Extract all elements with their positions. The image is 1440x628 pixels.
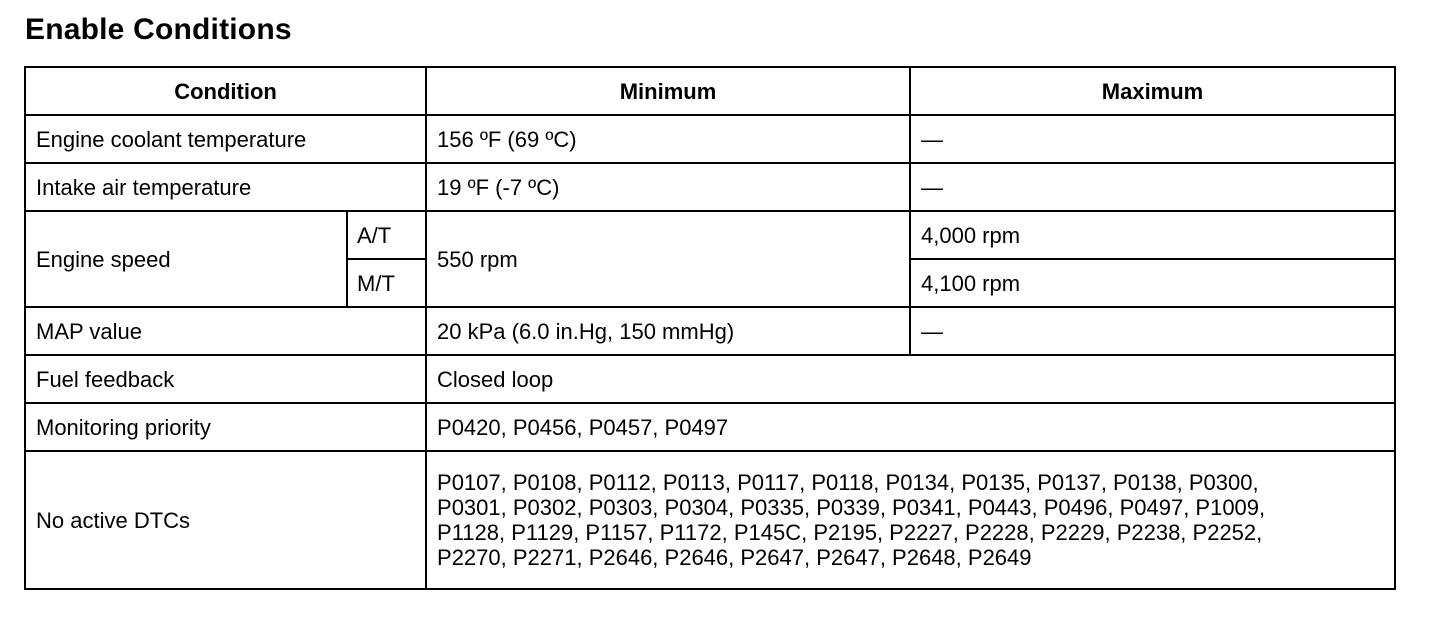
row-intake-maximum: — bbox=[910, 163, 1395, 211]
table-row bbox=[25, 403, 1395, 451]
row-coolant-condition: Engine coolant temperature bbox=[25, 115, 426, 163]
row-speed-mt-label: M/T bbox=[347, 259, 426, 307]
row-speed-at-label: A/T bbox=[347, 211, 426, 259]
enable-conditions-table bbox=[24, 66, 1396, 590]
row-map-minimum: 20 kPa (6.0 in.Hg, 150 mmHg) bbox=[426, 307, 910, 355]
row-priority-value: P0420, P0456, P0457, P0497 bbox=[426, 403, 1395, 451]
dtc-line: P0301, P0302, P0303, P0304, P0335, P0339, P0341, P0443, P0496, P0497, P1009, bbox=[437, 495, 1266, 520]
header-minimum: Minimum bbox=[426, 67, 910, 115]
row-coolant-minimum: 156 ºF (69 ºC) bbox=[426, 115, 910, 163]
row-intake-condition: Intake air temperature bbox=[25, 163, 426, 211]
page-title: Enable Conditions bbox=[25, 13, 292, 46]
table-row bbox=[25, 115, 1395, 163]
header-row bbox=[25, 67, 1395, 115]
dtc-line: P1128, P1129, P1157, P1172, P145C, P2195, P2227, P2228, P2229, P2238, P2252, bbox=[437, 520, 1263, 545]
table-row bbox=[25, 451, 1395, 589]
row-speed-mt-maximum: 4,100 rpm bbox=[910, 259, 1395, 307]
dtc-line: P2270, P2271, P2646, P2646, P2647, P2647, P2648, P2649 bbox=[437, 545, 1032, 570]
row-speed-condition: Engine speed bbox=[25, 211, 347, 307]
header-maximum: Maximum bbox=[910, 67, 1395, 115]
row-map-maximum: — bbox=[910, 307, 1395, 355]
row-fuel-value: Closed loop bbox=[426, 355, 1395, 403]
row-map-condition: MAP value bbox=[25, 307, 426, 355]
row-speed-minimum: 550 rpm bbox=[426, 211, 910, 307]
table-row bbox=[25, 307, 1395, 355]
dtc-line: P0107, P0108, P0112, P0113, P0117, P0118, P0134, P0135, P0137, P0138, P0300, bbox=[437, 470, 1259, 495]
table-row bbox=[25, 163, 1395, 211]
row-speed-at-maximum: 4,000 rpm bbox=[910, 211, 1395, 259]
row-dtc-value bbox=[426, 451, 1395, 589]
row-coolant-maximum: — bbox=[910, 115, 1395, 163]
row-intake-minimum: 19 ºF (-7 ºC) bbox=[426, 163, 910, 211]
table-row bbox=[25, 355, 1395, 403]
header-condition: Condition bbox=[25, 67, 426, 115]
table-row bbox=[25, 211, 1395, 259]
row-priority-condition: Monitoring priority bbox=[25, 403, 426, 451]
row-fuel-condition: Fuel feedback bbox=[25, 355, 426, 403]
row-dtc-condition: No active DTCs bbox=[25, 451, 426, 589]
